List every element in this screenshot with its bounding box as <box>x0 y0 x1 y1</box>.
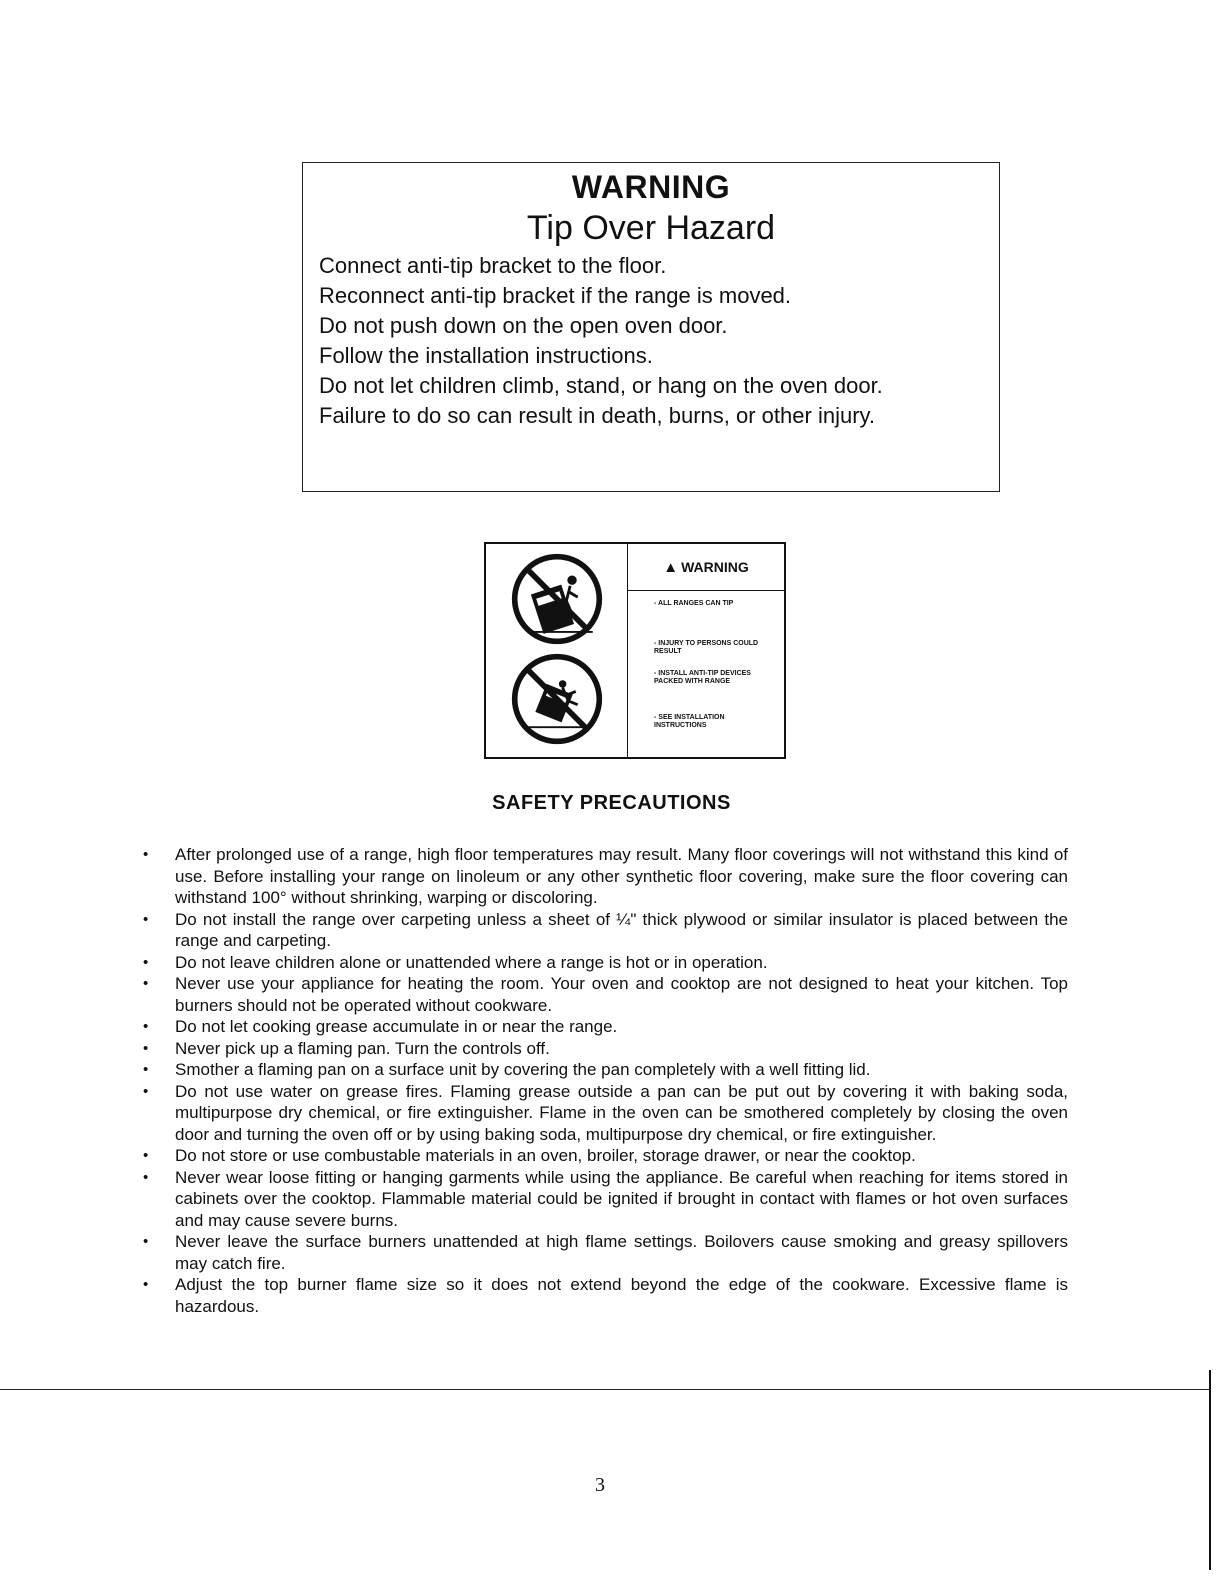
precaution-text: Do not leave children alone or unattended where a range is hot or in operation. <box>175 952 768 972</box>
list-item <box>140 1081 1068 1146</box>
list-item <box>140 844 1068 909</box>
bullet-icon: • <box>143 1039 149 1057</box>
warning-title: WARNING <box>571 169 731 205</box>
warning-subtitle: Tip Over Hazard <box>526 209 776 247</box>
label-header-text: WARNING <box>681 559 749 575</box>
precaution-text: Never pick up a flaming pan. Turn the controls off. <box>175 1038 550 1058</box>
precaution-text: Never wear loose fitting or hanging garments while using the appliance. Be careful when reaching for items stored in cabinets over the cooktop. Flammable material could be ignited if brought in contact with flames or hot oven surfaces and may cause severe burns. <box>175 1167 1068 1230</box>
label-item: - SEE INSTALLATION INSTRUCTIONS <box>654 714 725 729</box>
bullet-icon: • <box>143 953 149 971</box>
warning-line: Do not let children climb, stand, or hang on the oven door. <box>319 373 883 398</box>
safety-precautions-list <box>140 844 1068 1317</box>
bullet-icon: • <box>143 1168 149 1186</box>
list-item <box>140 1038 1068 1060</box>
precaution-text: Do not use water on grease fires. Flaming grease outside a pan can be put out by covering it with baking soda, multipurpose dry chemical, or fire extinguisher. Flame in the oven can be smothered completely by closing the oven door and turning the oven off or by using baking soda, multipurpose dry chemical, or fire extinguisher. <box>175 1081 1068 1144</box>
precaution-text: Do not let cooking grease accumulate in or near the range. <box>175 1017 618 1036</box>
list-item <box>140 1274 1068 1317</box>
section-title: SAFETY PRECAUTIONS <box>492 792 731 814</box>
warning-triangle-icon: ▲ <box>663 558 679 576</box>
warning-line: Reconnect anti-tip bracket if the range is moved. <box>319 283 792 308</box>
warning-line: Failure to do so can result in death, burns, or other injury. <box>319 403 875 428</box>
bullet-icon: • <box>143 975 149 992</box>
no-tipping-range-icon <box>510 552 604 646</box>
warning-line: Connect anti-tip bracket to the floor. <box>319 253 667 278</box>
precaution-text: After prolonged use of a range, high floor temperatures may result. Many floor coverings will not withstand this kind of use. Before installing your range on linoleum or any other synthetic floor covering, make sure the floor covering can withstand 100° without shrinking, warping or discoloring. <box>175 845 1068 907</box>
page-edge-line <box>1209 1370 1211 1570</box>
no-climbing-on-door-icon <box>510 652 604 746</box>
list-item <box>140 909 1068 952</box>
label-header <box>628 544 784 591</box>
precaution-text: Do not store or use combustable materials in an oven, broiler, storage drawer, or near the cooktop. <box>175 1146 916 1165</box>
precaution-text: Adjust the top burner flame size so it does not extend beyond the edge of the cookware. Excessive flame is hazardous. <box>175 1275 1068 1316</box>
warning-line: Do not push down on the open oven door. <box>319 313 728 338</box>
bullet-icon: • <box>143 1233 149 1250</box>
precaution-text: Never use your appliance for heating the room. Your oven and cooktop are not designed to heat your kitchen. Top burners should not be operated without cookware. <box>175 974 1068 1015</box>
bullet-icon: • <box>143 1147 149 1164</box>
list-item <box>140 1231 1068 1274</box>
bottom-rule <box>0 1389 1210 1390</box>
precaution-text: Never leave the surface burners unattended at high flame settings. Boilovers cause smoking and greasy spillovers may catch fire. <box>175 1232 1068 1273</box>
list-item <box>140 952 1068 974</box>
warning-line: Follow the installation instructions. <box>319 343 653 368</box>
list-item <box>140 1167 1068 1232</box>
precaution-text: Do not install the range over carpeting unless a sheet of ¼" thick plywood or similar insulator is placed between the range and carpeting. <box>175 909 1068 950</box>
label-item: - INSTALL ANTI-TIP DEVICES PACKED WITH RANGE <box>654 670 751 685</box>
bullet-icon: • <box>143 1061 149 1078</box>
bullet-icon: • <box>143 1018 149 1035</box>
warning-lines <box>319 251 883 431</box>
label-item: - INJURY TO PERSONS COULD RESULT <box>654 640 759 655</box>
bullet-icon: • <box>143 1276 149 1293</box>
page-number: 3 <box>595 1474 605 1496</box>
list-item <box>140 1016 1068 1038</box>
anti-tip-warning-label <box>484 542 786 759</box>
list-item <box>140 973 1068 1016</box>
tip-over-warning-box <box>302 162 1000 492</box>
precaution-text: Smother a flaming pan on a surface unit by covering the pan completely with a well fitting lid. <box>175 1060 871 1079</box>
list-item <box>140 1059 1068 1081</box>
list-item <box>140 1145 1068 1167</box>
bullet-icon: • <box>143 910 149 928</box>
label-item: - ALL RANGES CAN TIP <box>654 600 734 607</box>
bullet-icon: • <box>143 846 149 863</box>
bullet-icon: • <box>143 1082 149 1100</box>
